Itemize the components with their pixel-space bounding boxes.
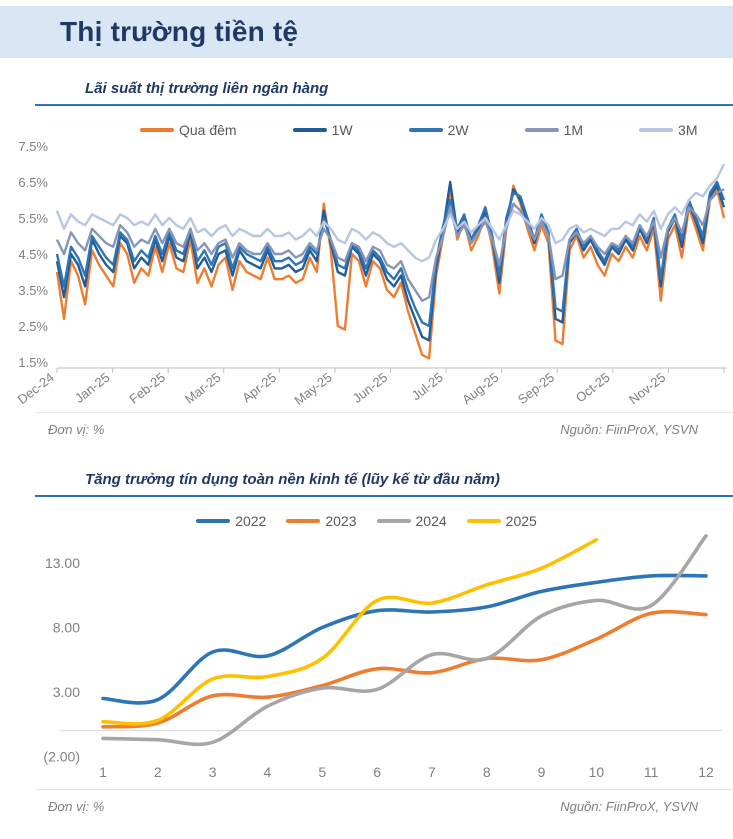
legend-swatch-1m [525,128,559,132]
y-tick-label: 3.5% [18,283,48,298]
series-1W [57,182,724,340]
chart2-footer [35,799,698,814]
y-tick-label: 4.5% [18,247,48,262]
x-tick-label: 8 [482,764,491,780]
chart2-unit-note: Đơn vị: % [48,799,105,814]
legend-swatch-1w [293,128,327,132]
x-tick-label: Apr-25 [239,369,280,406]
legend-item-2w [409,122,469,138]
page-title: Thị trường tiền tệ [60,16,299,47]
x-tick-label: 10 [588,764,605,780]
y-tick-label: (2.00) [43,748,80,765]
y-tick-label: 3.00 [52,684,80,700]
legend-swatch-overnight [140,128,174,132]
series-Qua đêm [57,186,724,359]
x-tick-label: Jan-25 [71,369,113,406]
series-2022 [103,575,706,703]
chart2-title-rule [35,495,733,497]
x-tick-label: 6 [373,764,381,780]
x-tick-label: May-25 [291,369,335,408]
x-tick-label: 7 [428,764,436,780]
legend-item-2023 [286,513,356,529]
x-tick-label: Jul-25 [408,369,446,404]
page-header [0,6,733,58]
legend-item-overnight [140,122,237,138]
chart2-title: Tăng trưởng tín dụng toàn nền kinh tế (lũy kế từ đầu năm) [85,471,500,488]
legend-item-1m [525,122,583,138]
y-tick-label: 6.5% [18,175,48,190]
series-2024 [103,536,706,744]
chart1-interbank-rates [0,140,733,408]
chart2-credit-growth [0,531,733,783]
x-tick-label: Dec-24 [14,369,57,408]
x-tick-label: 12 [698,764,714,780]
x-tick-label: 1 [99,764,107,780]
legend-label-2023: 2023 [325,513,357,529]
x-tick-label: Jun-25 [349,369,391,406]
chart1-title: Lãi suất thị trường liên ngân hàng [85,80,329,97]
x-tick-label: 9 [537,764,546,780]
x-tick-label: Aug-25 [459,369,502,408]
legend-swatch-2025 [467,519,501,523]
x-tick-label: Mar-25 [181,369,224,407]
legend-item-2022 [196,513,266,529]
legend-label-2w: 2W [447,122,469,138]
legend-label-3m: 3M [678,122,698,138]
legend-item-1w [293,122,353,138]
y-tick-label: 2.5% [18,319,48,334]
x-tick-label: 5 [318,764,327,780]
chart1-source-note: Nguồn: FiinProX, YSVN [560,422,698,437]
legend-label-2025: 2025 [505,513,537,529]
legend-swatch-2024 [377,519,411,523]
y-tick-label: 1.5% [18,355,48,370]
y-tick-label: 8.00 [52,619,80,636]
x-tick-label: 4 [263,764,272,780]
legend-label-2024: 2024 [415,513,447,529]
legend-label-1w: 1W [331,122,353,138]
legend-swatch-3m [639,128,673,132]
chart1-unit-note: Đơn vị: % [48,422,105,437]
chart2-source-note: Nguồn: FiinProX, YSVN [560,799,698,814]
legend-swatch-2023 [286,519,320,523]
legend-label-1m: 1M [563,122,584,138]
legend-item-2025 [467,513,537,529]
legend-item-2024 [377,513,447,529]
chart1-legend [0,120,733,140]
x-tick-label: 3 [208,764,217,780]
chart1-footer [35,422,698,437]
y-tick-label: 5.5% [18,211,48,226]
legend-swatch-2w [409,128,443,132]
x-tick-label: 11 [643,764,659,780]
chart1-footer-rule [35,412,733,413]
chart1-title-rule [35,104,733,106]
x-tick-label: Sep-25 [514,369,558,408]
x-tick-label: Feb-25 [126,369,169,407]
x-tick-label: 2 [153,764,162,780]
legend-label-overnight: Qua đêm [179,122,237,138]
chart2-footer-rule [35,789,733,790]
legend-label-2022: 2022 [235,513,267,529]
y-tick-label: 7.5% [18,140,48,154]
x-tick-label: Oct-25 [572,369,613,406]
x-tick-label: Nov-25 [625,369,669,408]
chart2-legend [0,511,733,531]
legend-item-3m [639,122,697,138]
legend-swatch-2022 [196,519,230,523]
y-tick-label: 13.00 [44,555,80,571]
